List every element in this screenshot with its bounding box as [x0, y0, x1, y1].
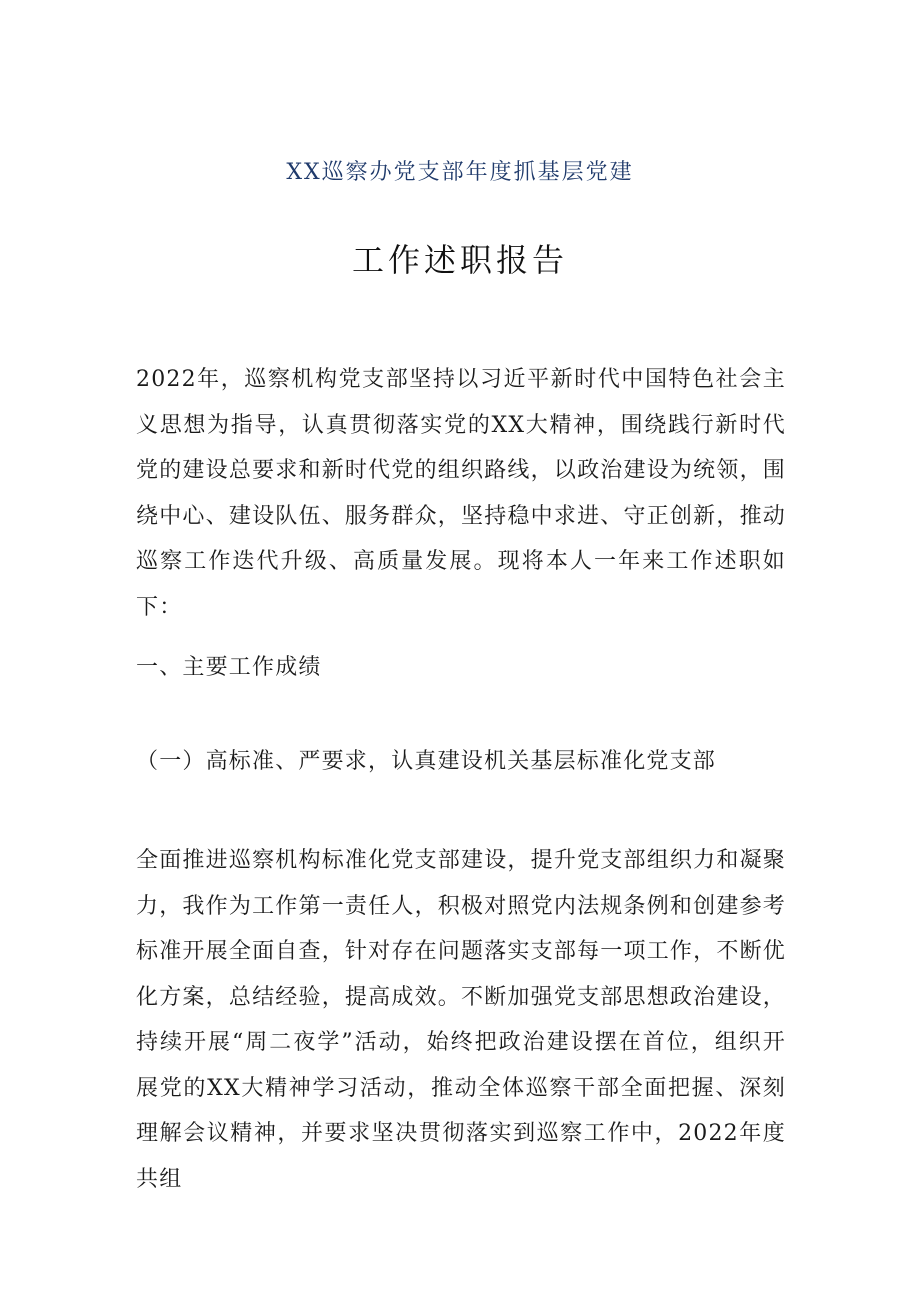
body-paragraph: 全面推进巡察机构标准化党支部建设，提升党支部组织力和凝聚力，我作为工作第一责任人，积极对照党内法规条例和创建参考标准开展全面自查，针对存在问题落实支部每一项工作，不断优化方案，总结经验，提高成效。不断加强党支部思想政治建设，持续开展“周二夜学”活动，始终把政治建设摆在首位，组织开展党的XX大精神学习活动，推动全体巡察干部全面把握、深刻理解会议精神，并要求坚决贯彻落实到巡察工作中，2022年度共组	[136, 848, 786, 1192]
section-heading-main-achievements: 一、主要工作成绩	[136, 655, 322, 680]
document-title-line2: 工作述职报告	[351, 241, 568, 279]
subsection-heading-standardized-branch: （一）高标准、严要求，认真建设机关基层标准化党支部	[136, 749, 717, 774]
intro-paragraph: 2022年，巡察机构党支部坚持以习近平新时代中国特色社会主义思想为指导，认真贯彻落实党的XX大精神，围绕践行新时代党的建设总要求和新时代党的组织路线，以政治建设为统领，围绕中心、建设队伍、服务群众，坚持稳中求进、守正创新，推动巡察工作迭代升级、高质量发展。现将本人一年来工作述职如下：	[136, 367, 786, 620]
document-title-line1: XX巡察办党支部年度抓基层党建	[286, 160, 634, 185]
